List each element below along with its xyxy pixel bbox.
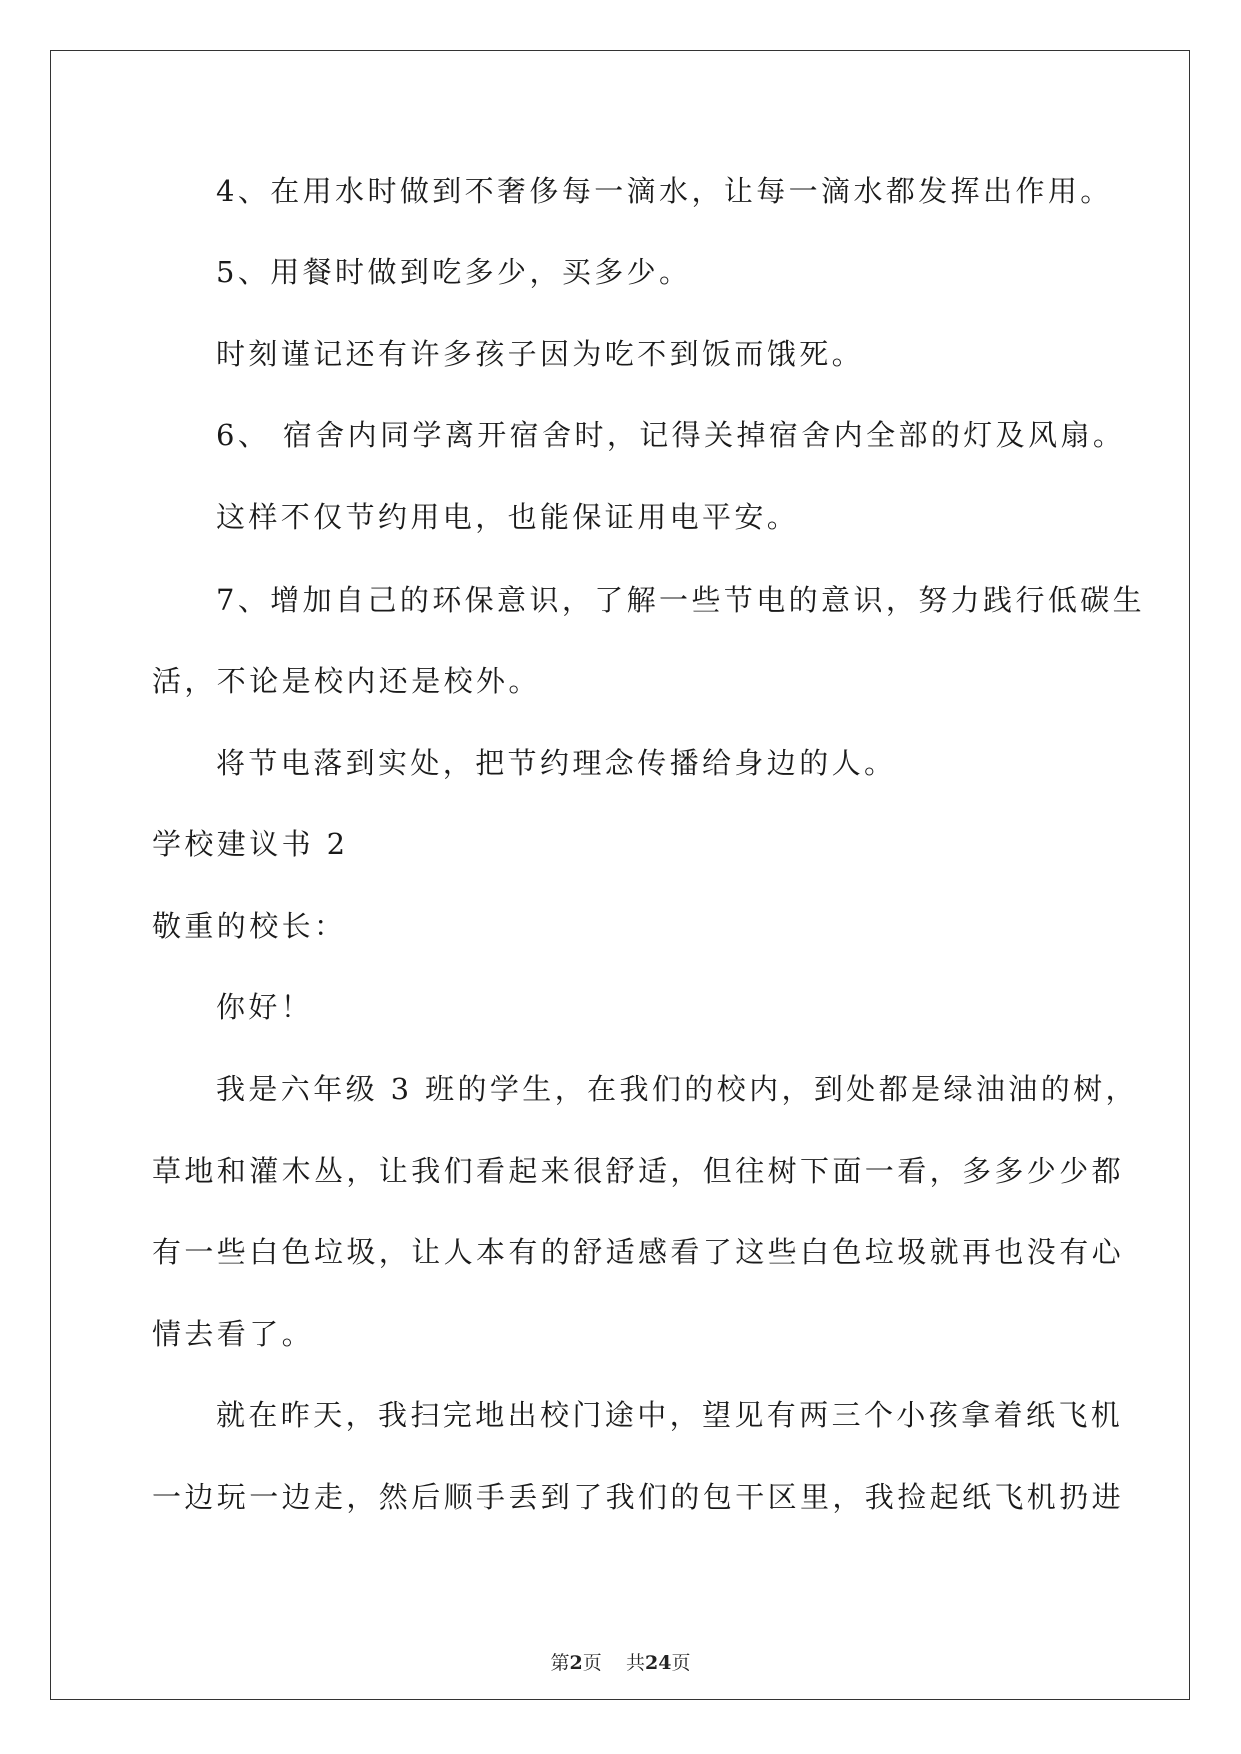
- paragraph-line: 就在昨天，我扫完地出校门途中，望见有两三个小孩拿着纸飞机: [216, 1398, 1124, 1432]
- page-border: [50, 50, 1190, 1700]
- paragraph-line: 7、增加自己的环保意识，了解一些节电的意识，努力践行低碳生: [216, 583, 1146, 617]
- paragraph-line: 我是六年级 3 班的学生，在我们的校内，到处都是绿油油的树，: [216, 1072, 1138, 1106]
- footer-prefix: 第: [550, 1652, 570, 1674]
- paragraph-line: 时刻谨记还有许多孩子因为吃不到饭而饿死。: [216, 337, 865, 371]
- paragraph-line: 将节电落到实处，把节约理念传播给身边的人。: [216, 746, 897, 780]
- section-heading: 学校建议书 2: [152, 827, 349, 861]
- paragraph-line: 6、 宿舍内同学离开宿舍时，记得关掉宿舍内全部的灯及风扇。: [216, 418, 1126, 452]
- page-footer: [0, 1648, 1241, 1675]
- paragraph-line: 草地和灌木丛，让我们看起来很舒适，但往树下面一看，多多少少都: [152, 1154, 1125, 1188]
- current-page-number: 2: [569, 1652, 583, 1674]
- paragraph-line: 4、在用水时做到不奢侈每一滴水，让每一滴水都发挥出作用。: [216, 174, 1113, 208]
- paragraph-line: 这样不仅节约用电，也能保证用电平安。: [216, 500, 800, 534]
- paragraph-line: 活，不论是校内还是校外。: [152, 664, 541, 698]
- paragraph-line: 5、用餐时做到吃多少，买多少。: [216, 255, 692, 289]
- paragraph-line: 一边玩一边走，然后顺手丢到了我们的包干区里，我捡起纸飞机扔进: [152, 1480, 1125, 1514]
- greeting: 你好！: [216, 990, 314, 1024]
- footer-page-suffix: 页: [582, 1652, 602, 1674]
- paragraph-line: 情去看了。: [152, 1317, 315, 1351]
- footer-total-suffix: 页: [671, 1652, 691, 1674]
- total-page-count: 24: [644, 1652, 672, 1674]
- footer-total-prefix: 共: [625, 1652, 645, 1674]
- paragraph-line: 有一些白色垃圾，让人本有的舒适感看了这些白色垃圾就再也没有心: [152, 1235, 1125, 1269]
- salutation: 敬重的校长：: [152, 909, 347, 943]
